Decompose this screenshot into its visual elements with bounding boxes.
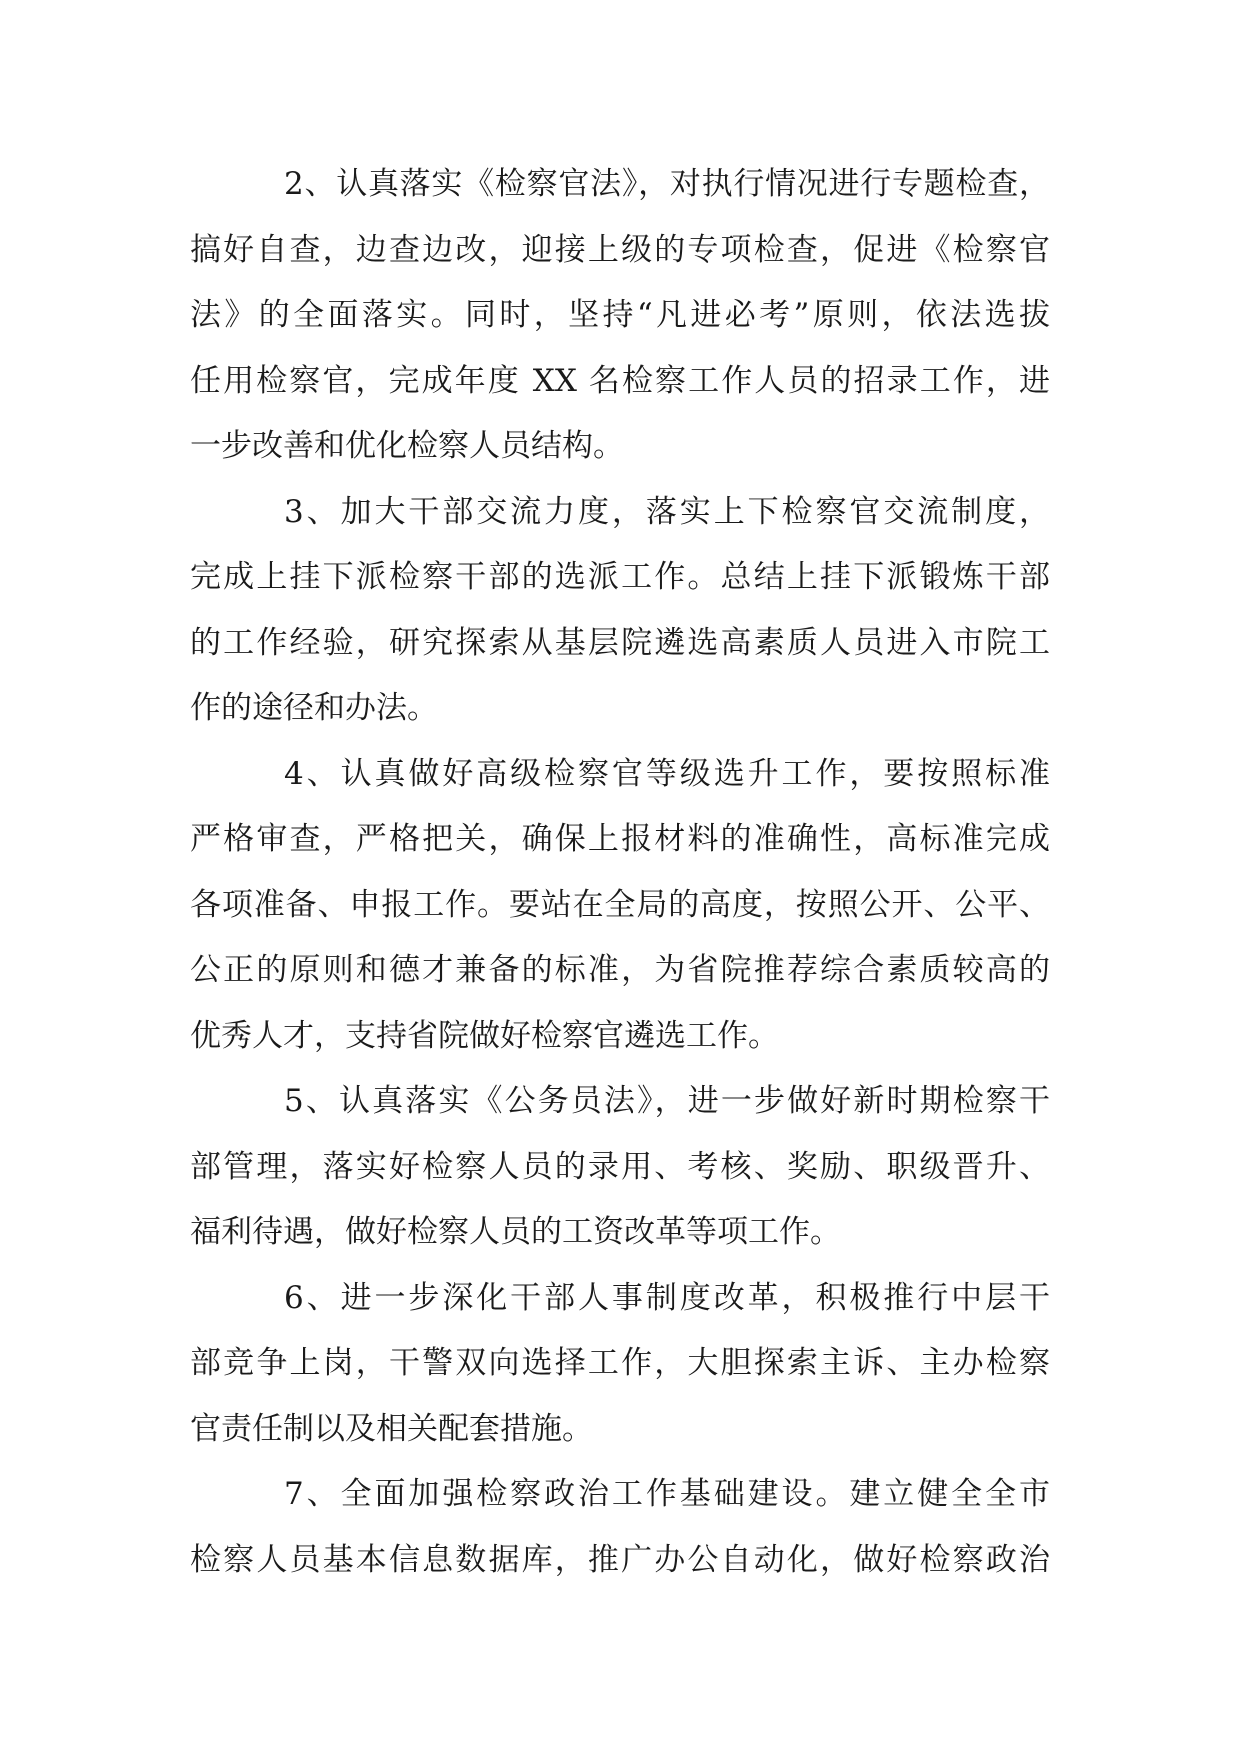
paragraph-line: 7、全面加强检察政治工作基础建设。建立健全全市 [284, 1476, 1050, 1512]
paragraph-line: 的工作经验，研究探索从基层院遴选高素质人员进入市院工 [190, 624, 1050, 661]
paragraph-line: 3、加大干部交流力度，落实上下检察官交流制度， [284, 493, 1050, 530]
paragraph-3 [190, 480, 1050, 742]
paragraph-2 [190, 152, 1050, 480]
paragraph-line: 完成上挂下派检察干部的选派工作。总结上挂下派锻炼干部 [190, 559, 1050, 595]
paragraph-line: 法》的全面落实。同时，坚持“凡进必考”原则，依法选拔 [190, 297, 1050, 333]
paragraph-6 [190, 1266, 1050, 1463]
paragraph-line: 检察人员基本信息数据库，推广办公自动化，做好检察政治 [190, 1541, 1050, 1578]
paragraph-line: 一步改善和优化检察人员结构。 [190, 428, 624, 464]
paragraph-line: 公正的原则和德才兼备的标准，为省院推荐综合素质较高的 [190, 952, 1050, 988]
paragraph-7 [190, 1462, 1050, 1593]
paragraph-line: 作的途径和办法。 [190, 690, 438, 726]
paragraph-line: 部管理，落实好检察人员的录用、考核、奖励、职级晋升、 [190, 1148, 1050, 1185]
paragraph-line: 搞好自查，边查边改，迎接上级的专项检查，促进《检察官 [190, 231, 1050, 268]
paragraph-5 [190, 1069, 1050, 1266]
paragraph-line: 2、认真落实《检察官法》，对执行情况进行专题检查， [284, 166, 1050, 202]
paragraph-line: 优秀人才，支持省院做好检察官遴选工作。 [190, 1017, 779, 1054]
paragraph-line: 6、进一步深化干部人事制度改革，积极推行中层干 [284, 1279, 1050, 1316]
paragraph-line: 5、认真落实《公务员法》，进一步做好新时期检察干 [284, 1083, 1050, 1119]
document-body [190, 152, 1050, 1593]
paragraph-4 [190, 742, 1050, 1070]
paragraph-line: 4、认真做好高级检察官等级选升工作，要按照标准 [284, 755, 1050, 792]
paragraph-line: 任用检察官，完成年度 XX 名检察工作人员的招录工作，进 [190, 362, 1050, 399]
paragraph-line: 官责任制以及相关配套措施。 [190, 1410, 593, 1447]
paragraph-line: 各项准备、申报工作。要站在全局的高度，按照公开、公平、 [190, 886, 1050, 923]
paragraph-line: 部竞争上岗，干警双向选择工作，大胆探索主诉、主办检察 [190, 1345, 1050, 1381]
paragraph-line: 严格审查，严格把关，确保上报材料的准确性，高标准完成 [190, 821, 1050, 857]
paragraph-line: 福利待遇，做好检察人员的工资改革等项工作。 [190, 1214, 841, 1250]
